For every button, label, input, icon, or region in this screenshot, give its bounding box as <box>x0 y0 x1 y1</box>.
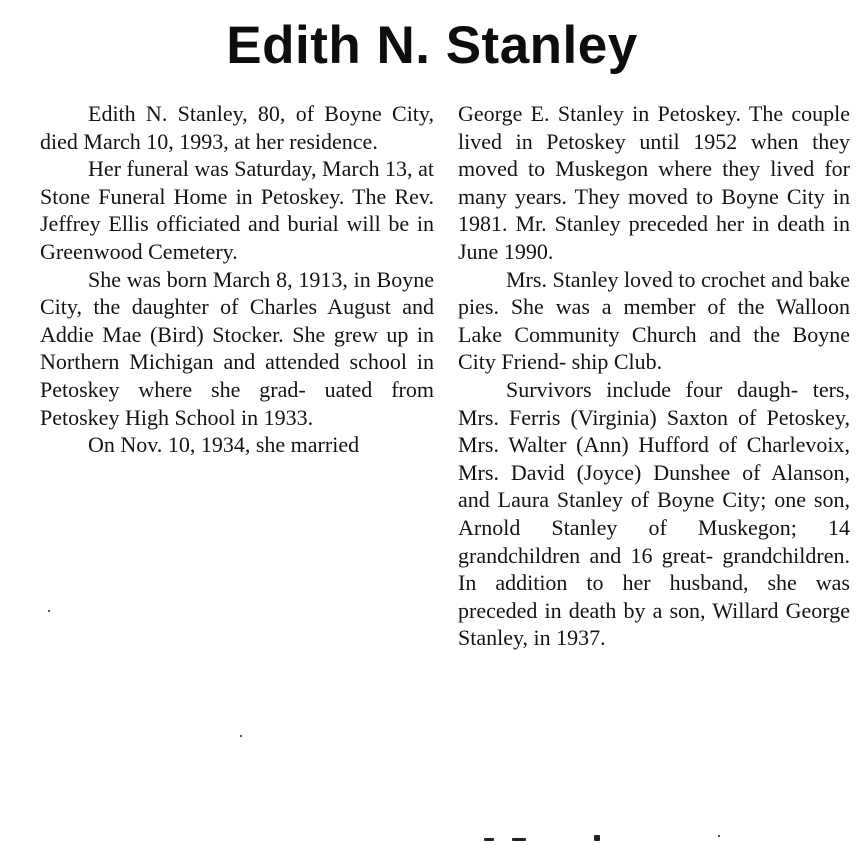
paragraph: George E. Stanley in Petoskey. The couple lived in Petoskey until 1952 when they moved to Muskegon where they lived for many years. They moved to Boyne City in 1981. Mr. Stanley preceded her in death in June 1990. <box>458 101 850 264</box>
paragraph: Her funeral was Saturday, March 13, at Stone Funeral Home in Petoskey. The Rev. Jeffrey Ellis officiated and burial will be in Greenwood Cemetery. <box>40 156 434 264</box>
right-column <box>458 100 850 652</box>
paragraph: Survivors include four daugh- ters, Mrs. Ferris (Virginia) Saxton of Petoskey, Mrs. Walter (Ann) Hufford of Charlevoix, Mrs. David (Joyce) Dunshee of Alanson, and Laura Stanley of Boyne City; one son, Arnold Stanley of Muskegon; 14 grandchildren and 16 great- grandchildren. In addition to her husband, she was preceded in death by a son, Willard George Stanley, in 1937. <box>458 376 850 651</box>
scan-speck <box>240 735 242 737</box>
headline: Edith N. Stanley <box>226 16 638 75</box>
scan-speck <box>484 838 494 841</box>
scan-speck <box>718 835 720 837</box>
paragraph: She was born March 8, 1913, in Boyne City, the daughter of Charles August and Addie Mae (Bird) Stocker. She grew up in Northern Michigan and attended school in Petoskey where she grad- uated from Petoskey High School in 1933. <box>40 266 434 430</box>
paragraph: Edith N. Stanley, 80, of Boyne City, died March 10, 1993, at her residence. <box>40 101 434 154</box>
paragraph: On Nov. 10, 1934, she married <box>88 432 360 458</box>
paragraph: Mrs. Stanley loved to crochet and bake pies. She was a member of the Walloon Lake Community Church and the Boyne City Friend- ship Club. <box>458 266 850 375</box>
scan-speck <box>512 838 526 841</box>
scan-speck <box>594 835 600 841</box>
left-column <box>40 100 434 459</box>
scan-speck <box>48 610 50 612</box>
